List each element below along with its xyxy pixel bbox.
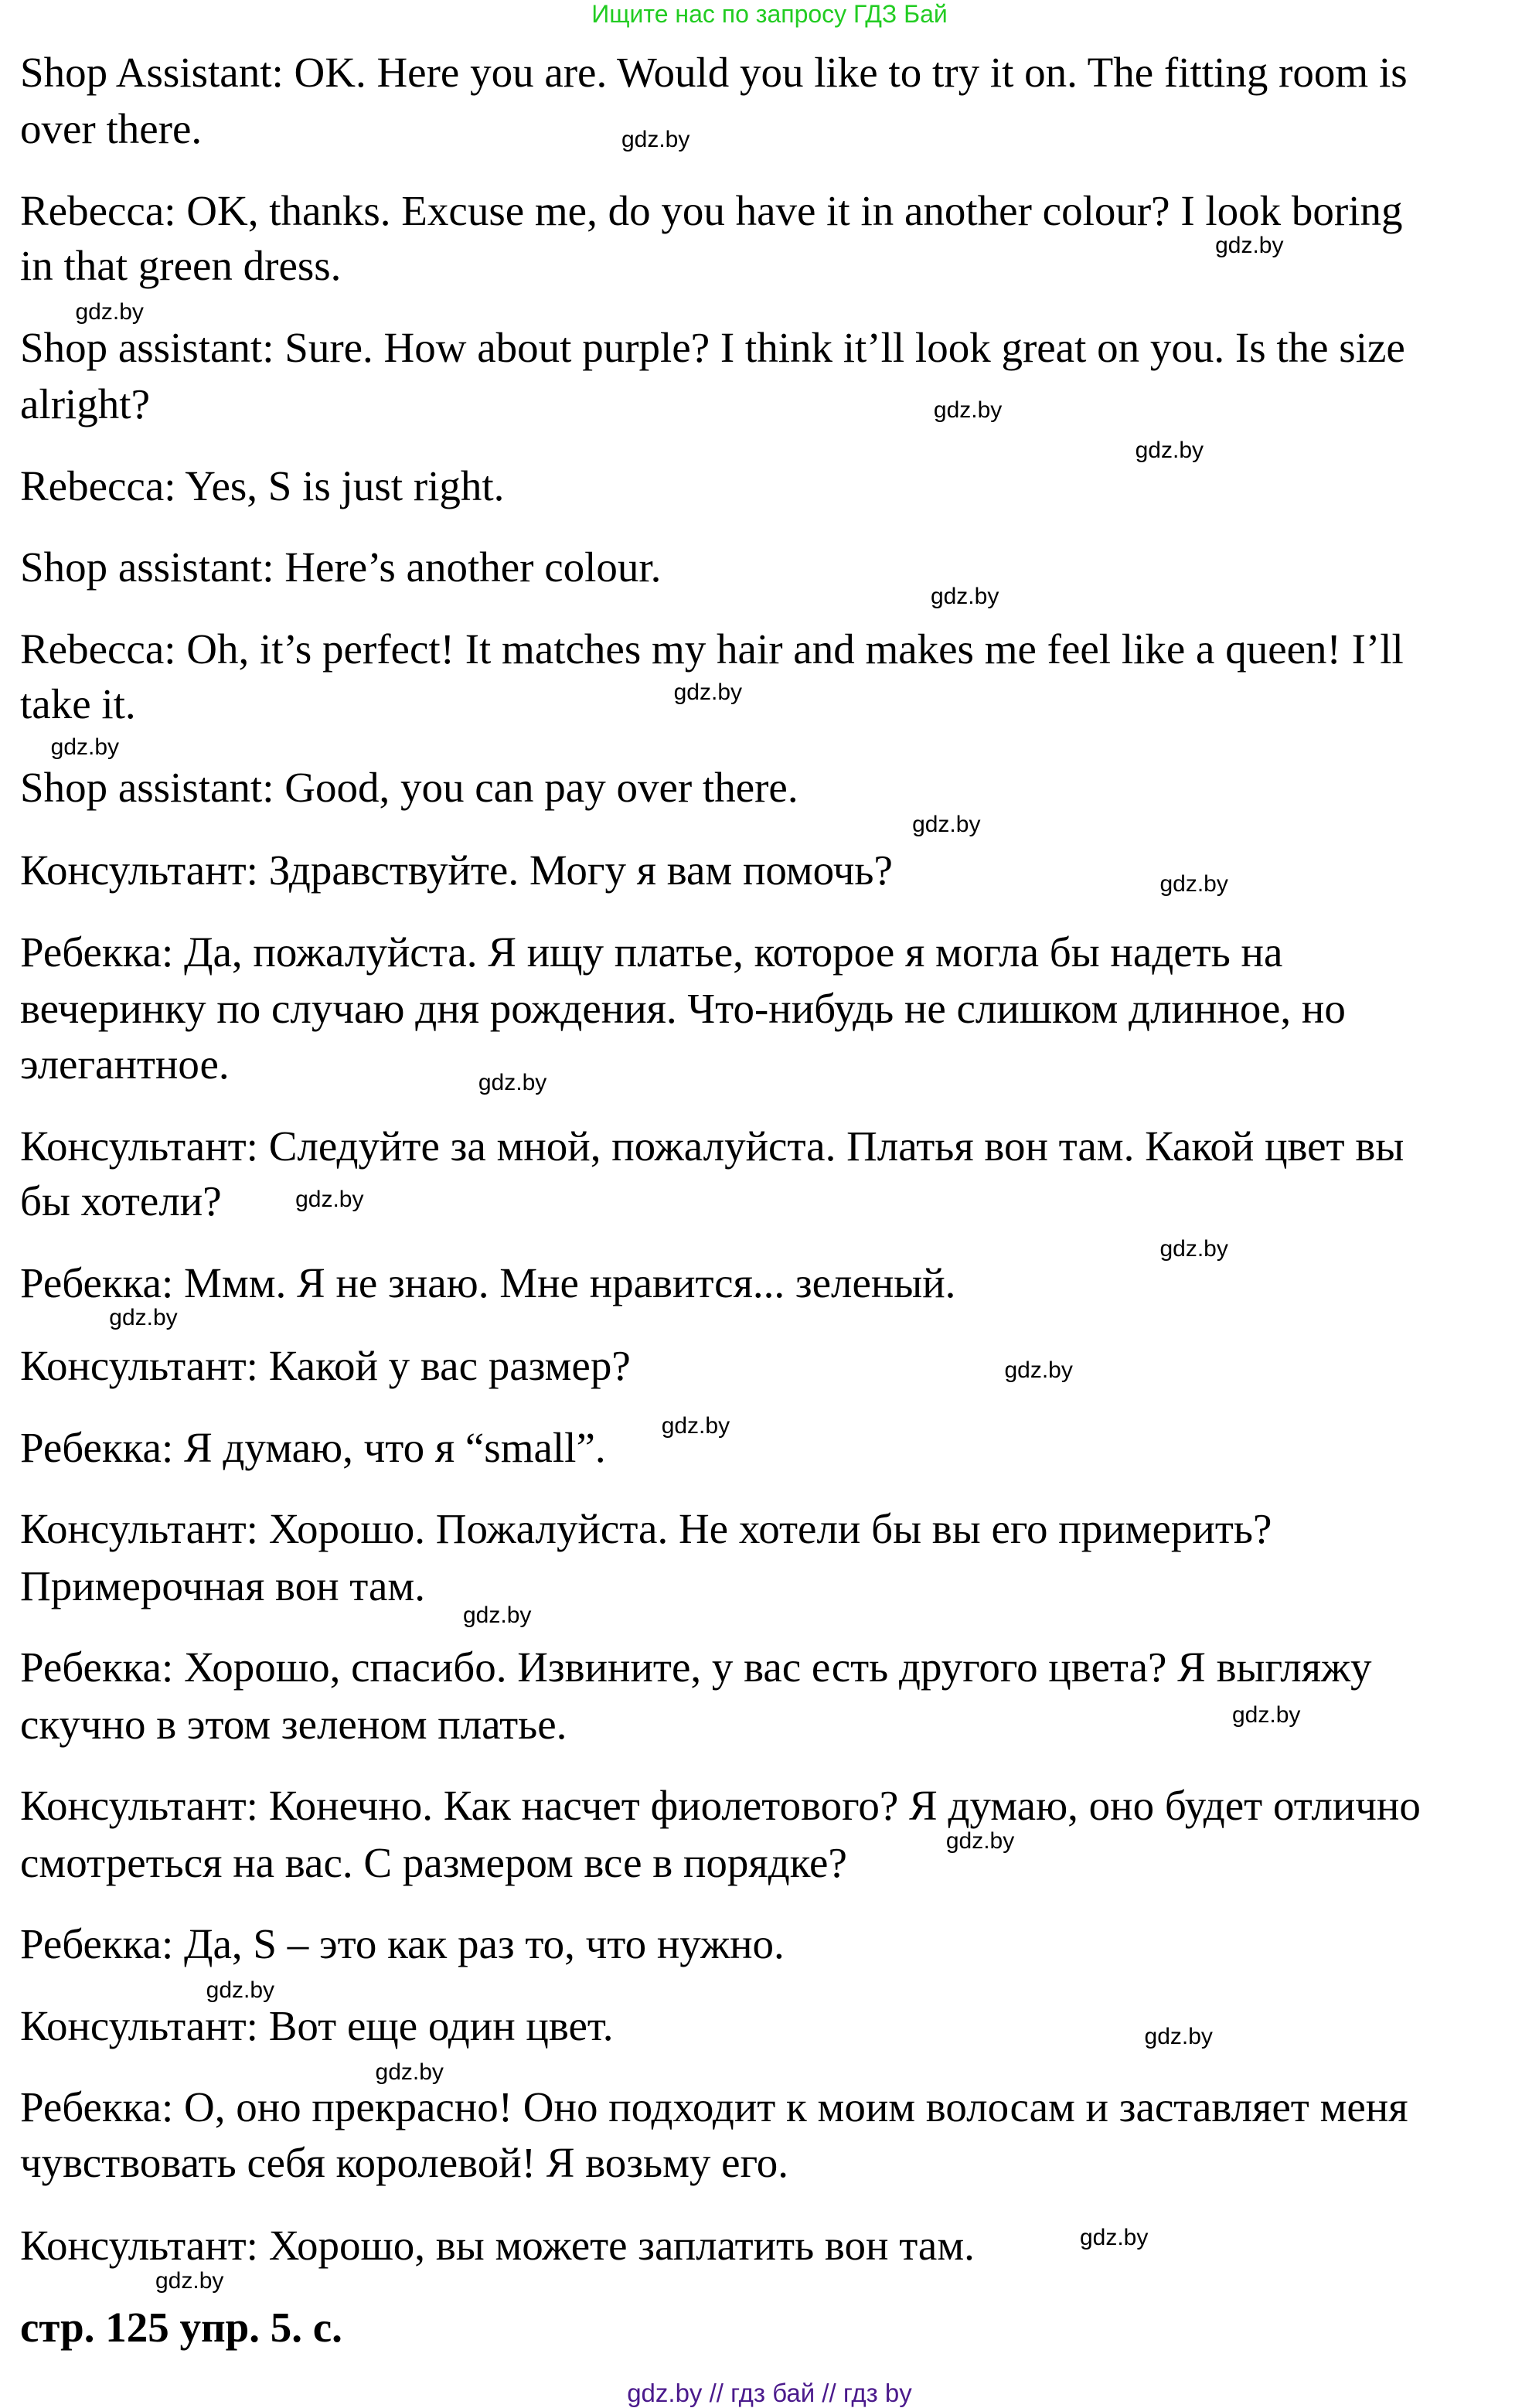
dialogue-line: over there. [20,105,203,153]
watermark-text: gdz.by [75,298,144,325]
dialogue-line: Rebecca: Yes, S is just right. [20,462,505,509]
dialogue-line: Консультант: Хорошо. Пожалуйста. Не хотели бы вы его примерить? [20,1505,1272,1553]
dialogue-line: смотреться на вас. С размером все в порядке? [20,1838,847,1886]
footer-links[interactable]: gdz.by // гдз бай // гдз by [627,2379,912,2408]
watermark-text: gdz.by [109,1305,178,1331]
dialogue-line: Rebecca: Oh, it’s perfect! It matches my hair and makes me feel like a queen! I’ll [20,625,1404,673]
dialogue-line: in that green dress. [20,242,342,290]
dialogue-line: Консультант: Хорошо, вы можете заплатить вон там. [20,2222,975,2270]
dialogue-line: Ребекка: Я думаю, что я “small”. [20,1423,606,1471]
dialogue-line: вечеринку по случаю дня рождения. Что-нибудь не слишком длинное, но [20,985,1346,1033]
watermark-text: gdz.by [673,679,742,705]
watermark-text: gdz.by [945,1828,1015,1855]
dialogue-line: скучно в этом зеленом платье. [20,1700,567,1748]
watermark-text: gdz.by [1004,1357,1073,1384]
dialogue-line: Ребекка: Да, пожалуйста. Я ищу платье, которое я могла бы надеть на [20,928,1283,976]
dialogue-line: чувствовать себя королевой! Я возьму его. [20,2138,789,2186]
dialogue-line: Shop assistant: Sure. How about purple? I think it’ll look great on you. Is the size [20,323,1405,371]
dialogue-line: Ребекка: О, оно прекрасно! Оно подходит к моим волосам и заставляет меня [20,2083,1408,2131]
watermark-text: gdz.by [1215,233,1284,259]
dialogue-line: Shop Assistant: OK. Here you are. Would you like to try it on. The fitting room is [20,48,1408,96]
dialogue-line: Консультант: Вот еще один цвет. [20,2001,614,2049]
dialogue-line: бы хотели? [20,1177,222,1225]
dialogue-line: Консультант: Следуйте за мной, пожалуйста. Платья вон там. Какой цвет вы [20,1122,1405,1170]
dialogue-line: Ребекка: Ммм. Я не знаю. Мне нравится... зеленый. [20,1258,956,1306]
dialogue-line: Ребекка: Да, S – это как раз то, что нужно. [20,1920,785,1968]
watermark-text: gdz.by [155,2268,224,2294]
watermark-text: gdz.by [930,584,999,610]
dialogue-line: Rebecca: OK, thanks. Excuse me, do you have it in another colour? I look boring [20,186,1403,234]
watermark-text: gdz.by [1079,2225,1149,2251]
watermark-text: gdz.by [912,811,981,837]
dialogue-line: Shop assistant: Here’s another colour. [20,543,662,591]
watermark-text: gdz.by [933,397,1003,424]
watermark-text: gdz.by [661,1412,730,1439]
watermark-text: gdz.by [1159,871,1228,897]
watermark-text: gdz.by [206,1977,275,2004]
dialogue-line: Shop assistant: Good, you can pay over there. [20,763,798,811]
dialogue-line: Ребекка: Хорошо, спасибо. Извините, у вас есть другого цвета? Я выгляжу [20,1643,1372,1691]
watermark-text: gdz.by [462,1602,532,1628]
watermark-text: gdz.by [1135,438,1204,464]
watermark-text: gdz.by [1144,2023,1213,2049]
watermark-text: gdz.by [478,1069,547,1095]
watermark-text: gdz.by [50,734,120,761]
dialogue-line: take it. [20,680,136,728]
dialogue-line: Примерочная вон там. [20,1562,425,1609]
watermark-text: gdz.by [295,1187,364,1213]
dialogue-line: элегантное. [20,1041,230,1088]
watermark-text: gdz.by [1231,1701,1301,1728]
watermark-text: gdz.by [375,2059,444,2085]
watermark-text: gdz.by [621,127,690,153]
dialogue-line: Консультант: Здравствуйте. Могу я вам помочь? [20,846,893,894]
dialogue-line: alright? [20,380,150,428]
watermark-text: gdz.by [1159,1235,1228,1262]
dialogue-line: Консультант: Какой у вас размер? [20,1342,631,1390]
dialogue-line: Консультант: Конечно. Как насчет фиолетового? Я думаю, оно будет отлично [20,1782,1421,1830]
section-heading: стр. 125 упр. 5. с. [20,2303,342,2351]
search-hint-banner: Ищите нас по запросу ГДЗ Бай [591,0,948,28]
